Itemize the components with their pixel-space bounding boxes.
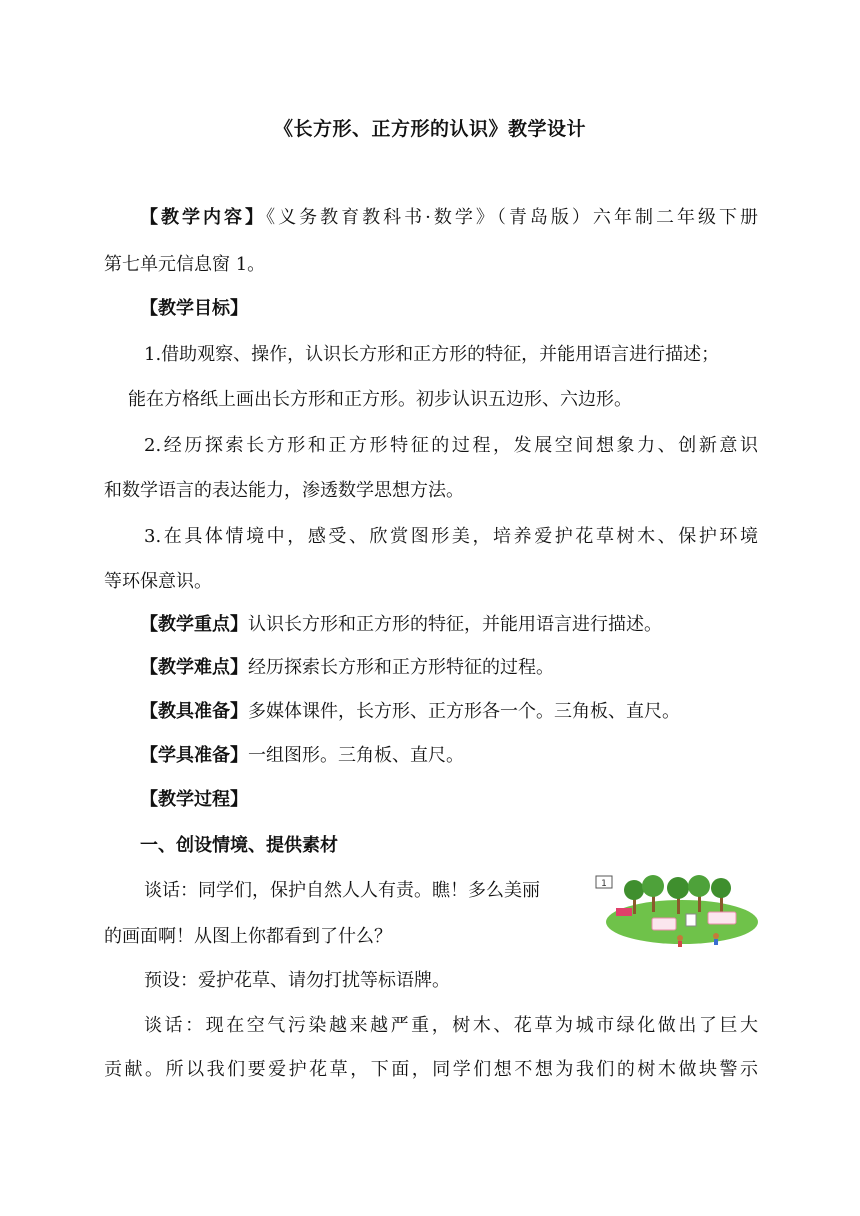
preset-text: 预设：爱护花草、请勿打扰等标语牌。 bbox=[144, 970, 450, 991]
talk2-line2: 贡献。所以我们要爱护花草，下面，同学们想不想为我们的树木做块警示 bbox=[104, 1059, 758, 1080]
child-left bbox=[677, 935, 683, 941]
figure-number: 1 bbox=[601, 879, 607, 889]
objective-1-line2: 能在方格纸上画出长方形和正方形。初步认识五边形、六边形。 bbox=[128, 389, 632, 410]
key-point-paragraph bbox=[140, 613, 662, 637]
difficulty-label: 【教学难点】 bbox=[140, 657, 248, 678]
key-point-label: 【教学重点】 bbox=[140, 614, 248, 635]
document-title: 《长方形、正方形的认识》教学设计 bbox=[273, 118, 586, 140]
content-text-line1: 《义务教育教科书·数学》（青岛版）六年制二年级下册 bbox=[266, 207, 758, 228]
objective-1-line1: 1.借助观察、操作，认识长方形和正方形的特征，并能用语言进行描述； bbox=[144, 344, 720, 365]
objective-3-line1: 3.在具体情境中，感受、欣赏图形美，培养爱护花草树木、保护环境 bbox=[144, 526, 758, 547]
teacher-tools-paragraph bbox=[140, 700, 680, 724]
student-tools-text: 一组图形。三角板、直尺。 bbox=[248, 745, 464, 766]
objective-2-line1: 2.经历探索长方形和正方形特征的过程，发展空间想象力、创新意识 bbox=[144, 435, 758, 456]
sign-board-left bbox=[652, 918, 676, 930]
park-illustration bbox=[592, 872, 760, 952]
objectives-label: 【教学目标】 bbox=[140, 298, 248, 319]
child-right bbox=[713, 933, 719, 939]
sign-board-red bbox=[616, 908, 632, 916]
difficulty-paragraph bbox=[140, 656, 554, 680]
talk2-line1: 谈话：现在空气污染越来越严重，树木、花草为城市绿化做出了巨大 bbox=[144, 1015, 758, 1036]
student-tools-label: 【学具准备】 bbox=[140, 745, 248, 766]
square-sign bbox=[686, 914, 696, 926]
teacher-tools-text: 多媒体课件，长方形、正方形各一个。三角板、直尺。 bbox=[248, 701, 680, 722]
objective-3-line2: 等环保意识。 bbox=[104, 571, 212, 592]
content-label: 【教学内容】 bbox=[140, 207, 267, 228]
difficulty-text: 经历探索长方形和正方形特征的过程。 bbox=[248, 657, 554, 678]
sign-board-right bbox=[708, 912, 736, 924]
student-tools-paragraph bbox=[140, 744, 464, 768]
objective-2-line2: 和数学语言的表达能力，渗透数学思想方法。 bbox=[104, 480, 464, 501]
content-text-line2: 第七单元信息窗 1。 bbox=[104, 254, 266, 275]
process-label: 【教学过程】 bbox=[140, 789, 248, 810]
talk1-line2: 的画面啊！从图上你都看到了什么？ bbox=[104, 926, 392, 947]
key-point-text: 认识长方形和正方形的特征，并能用语言进行描述。 bbox=[248, 614, 662, 635]
content-paragraph-line1 bbox=[140, 206, 758, 230]
talk1-line1: 谈话：同学们，保护自然人人有责。瞧！多么美丽 bbox=[144, 880, 540, 901]
section1-heading: 一、创设情境、提供素材 bbox=[140, 835, 338, 856]
teacher-tools-label: 【教具准备】 bbox=[140, 701, 248, 722]
